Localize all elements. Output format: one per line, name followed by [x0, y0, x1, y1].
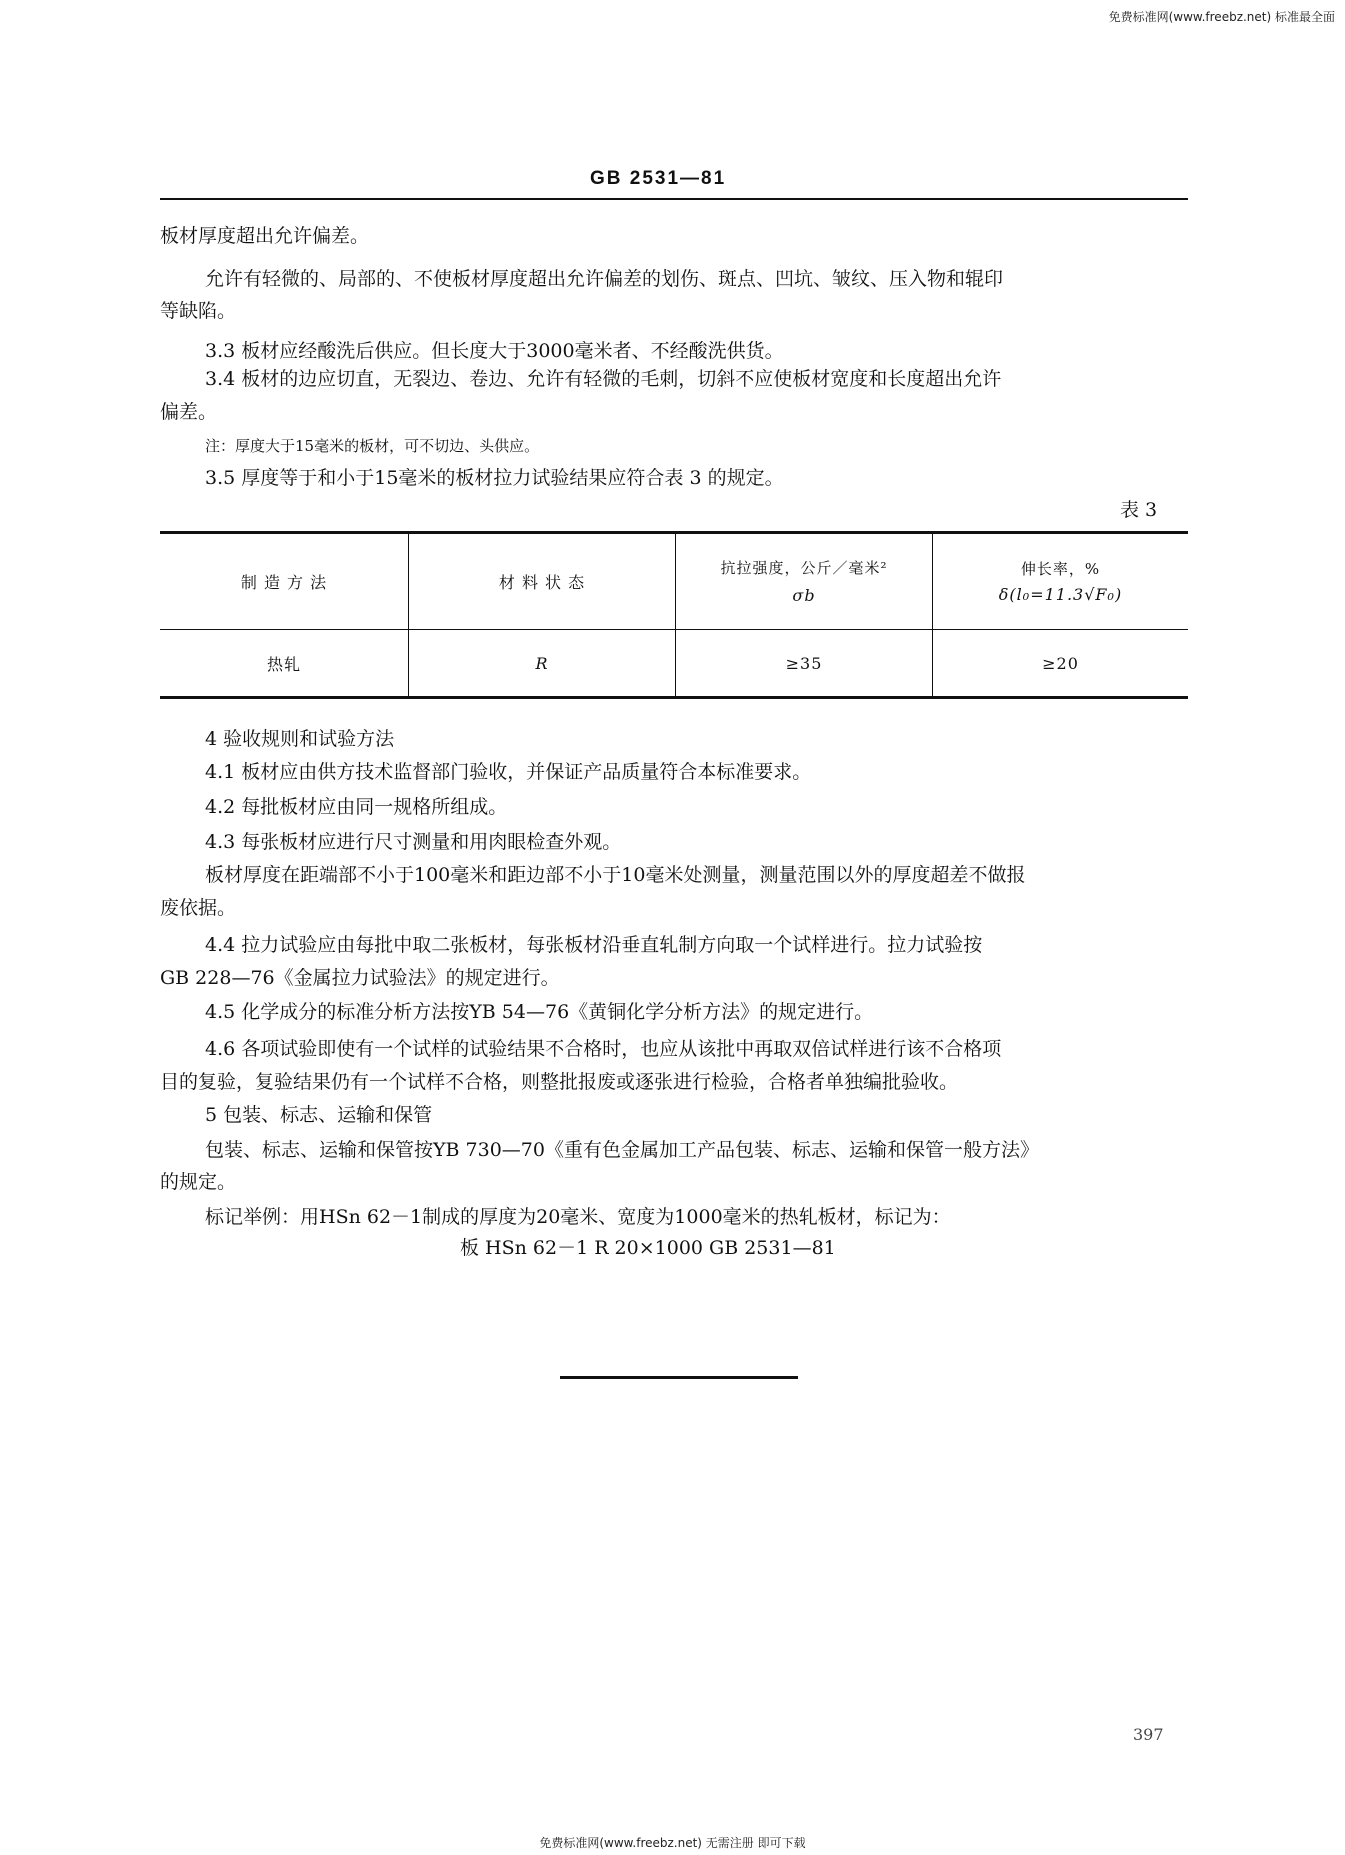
- section-5-text-line1: 包装、标志、运输和保管按YB 730—70《重有色金属加工产品包装、标志、运输和保管一般方法》: [205, 1139, 1039, 1161]
- table-3: [160, 533, 1188, 696]
- table-caption: 表 3: [1120, 499, 1158, 521]
- clause-3-4-line1: 3.4 板材的边应切直，无裂边、卷边、允许有轻微的毛刺，切斜不应使板材宽度和长度超出允许: [205, 368, 1002, 390]
- header-method: 制 造 方 法: [160, 533, 409, 630]
- clause-4-2: 4.2 每批板材应由同一规格所组成。: [205, 796, 508, 818]
- header-strength-label: 抗拉强度，公斤／毫米²: [720, 559, 888, 577]
- clause-4-4-line1: 4.4 拉力试验应由每批中取二张板材，每张板材沿垂直轧制方向取一个试样进行。拉力试验按: [205, 934, 983, 956]
- header-strength: [676, 533, 933, 630]
- watermark-bottom: 免费标准网(www.freebz.net) 无需注册 即可下载: [539, 1836, 806, 1850]
- watermark-top: 免费标准网(www.freebz.net) 标准最全面: [1108, 10, 1335, 24]
- paragraph-defects-line1: 允许有轻微的、局部的、不使板材厚度超出允许偏差的划伤、斑点、凹坑、皱纹、压入物和辊印: [205, 268, 1004, 290]
- cell-elongation: ≥20: [933, 630, 1189, 697]
- header-elongation: [933, 533, 1189, 630]
- clause-4-6-line1: 4.6 各项试验即使有一个试样的试验结果不合格时，也应从该批中再取双倍试样进行该不合格项: [205, 1038, 1002, 1060]
- standard-code-header: GB 2531—81: [590, 168, 727, 189]
- paragraph-defects-line2: 等缺陷。: [160, 300, 237, 322]
- end-rule: [560, 1376, 798, 1379]
- clause-4-3b-line2: 废依据。: [160, 897, 237, 919]
- clause-3-4-line2: 偏差。: [160, 401, 218, 423]
- marking-designation: 板 HSn 62－1 R 20×1000 GB 2531—81: [460, 1237, 836, 1259]
- section-5-title: 5 包装、标志、运输和保管: [205, 1104, 433, 1126]
- marking-example: 标记举例：用HSn 62－1制成的厚度为20毫米、宽度为1000毫米的热轧板材，标记为：: [205, 1206, 951, 1228]
- clause-4-5: 4.5 化学成分的标准分析方法按YB 54—76《黄铜化学分析方法》的规定进行。: [205, 1001, 874, 1023]
- header-rule: [160, 198, 1188, 200]
- header-elongation-formula: δ(l₀=11.3√F₀): [998, 585, 1123, 604]
- clause-4-3b-line1: 板材厚度在距端部不小于100毫米和距边部不小于10毫米处测量，测量范围以外的厚度超差不做报: [205, 864, 1026, 886]
- clause-4-4-line2: GB 228—76《金属拉力试验法》的规定进行。: [160, 967, 560, 989]
- table-bottom-rule: [160, 696, 1188, 699]
- cell-strength: ≥35: [676, 630, 933, 697]
- header-strength-symbol: σb: [792, 586, 816, 605]
- clause-4-1: 4.1 板材应由供方技术监督部门验收，并保证产品质量符合本标准要求。: [205, 761, 812, 783]
- clause-4-6-line2: 目的复验，复验结果仍有一个试样不合格，则整批报废或逐张进行检验，合格者单独编批验收。: [160, 1071, 959, 1093]
- header-state: 材 料 状 态: [409, 533, 676, 630]
- clause-3-5: 3.5 厚度等于和小于15毫米的板材拉力试验结果应符合表 3 的规定。: [205, 467, 784, 489]
- table-row: [160, 630, 1188, 697]
- header-elongation-label: 伸长率，%: [1020, 560, 1101, 578]
- page-number: 397: [1133, 1725, 1164, 1744]
- note-thickness: 注：厚度大于15毫米的板材，可不切边、头供应。: [205, 437, 540, 455]
- clause-4-3: 4.3 每张板材应进行尺寸测量和用肉眼检查外观。: [205, 831, 622, 853]
- clause-3-3: 3.3 板材应经酸洗后供应。但长度大于3000毫米者、不经酸洗供货。: [205, 340, 784, 362]
- section-5-text-line2: 的规定。: [160, 1171, 237, 1193]
- cell-state: R: [409, 630, 676, 697]
- paragraph-thickness: 板材厚度超出允许偏差。: [160, 225, 370, 247]
- cell-method: 热轧: [160, 630, 409, 697]
- table-header-row: [160, 533, 1188, 630]
- section-4-title: 4 验收规则和试验方法: [205, 728, 395, 750]
